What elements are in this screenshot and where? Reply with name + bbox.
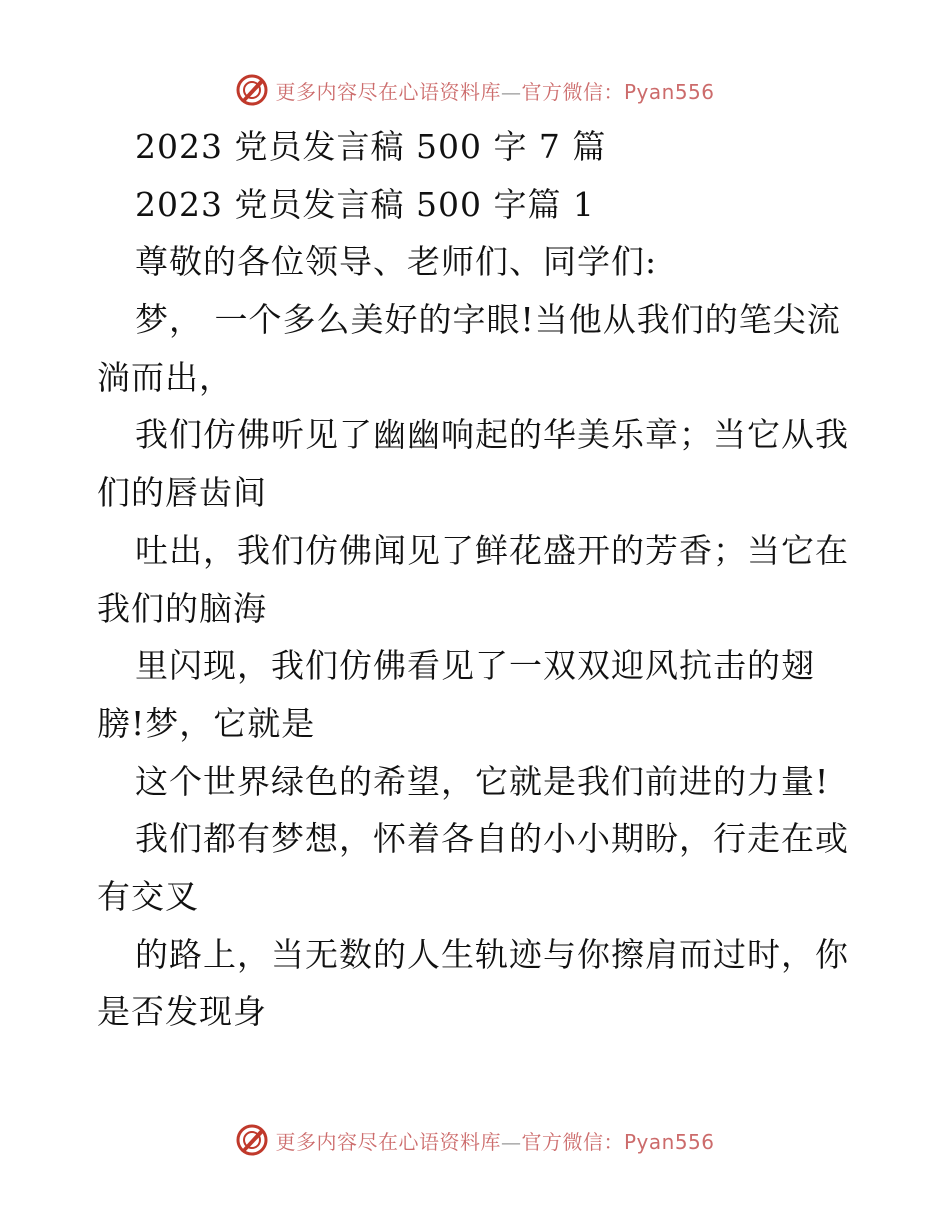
body-line: 我们仿佛听见了幽幽响起的华美乐章；当它从我 bbox=[135, 415, 849, 455]
body-line: 我们的脑海 bbox=[97, 588, 267, 628]
body-line: 的路上，当无数的人生轨迹与你擦肩而过时，你 bbox=[135, 934, 849, 974]
watermark-text: 更多内容尽在心语资料库—官方微信：Pyan556 bbox=[275, 79, 715, 104]
body-line: 我们都有梦想，怀着各自的小小期盼，行走在或 bbox=[135, 819, 849, 859]
salutation: 尊敬的各位领导、老师们、同学们: bbox=[135, 242, 658, 282]
body-line: 梦， 一个多么美好的字眼!当他从我们的笔尖流 bbox=[135, 300, 841, 340]
body-line: 吐出，我们仿佛闻见了鲜花盛开的芳香；当它在 bbox=[135, 530, 849, 570]
body-line: 有交叉 bbox=[97, 876, 199, 916]
document-body bbox=[97, 118, 857, 1041]
body-line: 膀!梦，它就是 bbox=[97, 703, 316, 743]
quill-logo-icon bbox=[235, 73, 269, 107]
body-line: 淌而出， bbox=[97, 357, 233, 397]
doc-title: 2023 党员发言稿 500 字 7 篇 bbox=[135, 127, 607, 166]
body-line: 们的唇齿间 bbox=[97, 473, 267, 513]
body-line: 里闪现，我们仿佛看见了一双双迎风抗击的翅 bbox=[135, 646, 815, 686]
watermark-text: 更多内容尽在心语资料库—官方微信：Pyan556 bbox=[275, 1129, 715, 1154]
quill-logo-icon bbox=[235, 1123, 269, 1157]
header-watermark bbox=[0, 70, 950, 110]
doc-subtitle: 2023 党员发言稿 500 字篇 1 bbox=[135, 184, 595, 224]
body-line: 这个世界绿色的希望，它就是我们前进的力量! bbox=[135, 761, 830, 801]
footer-watermark bbox=[0, 1120, 950, 1160]
body-line: 是否发现身 bbox=[97, 992, 267, 1032]
